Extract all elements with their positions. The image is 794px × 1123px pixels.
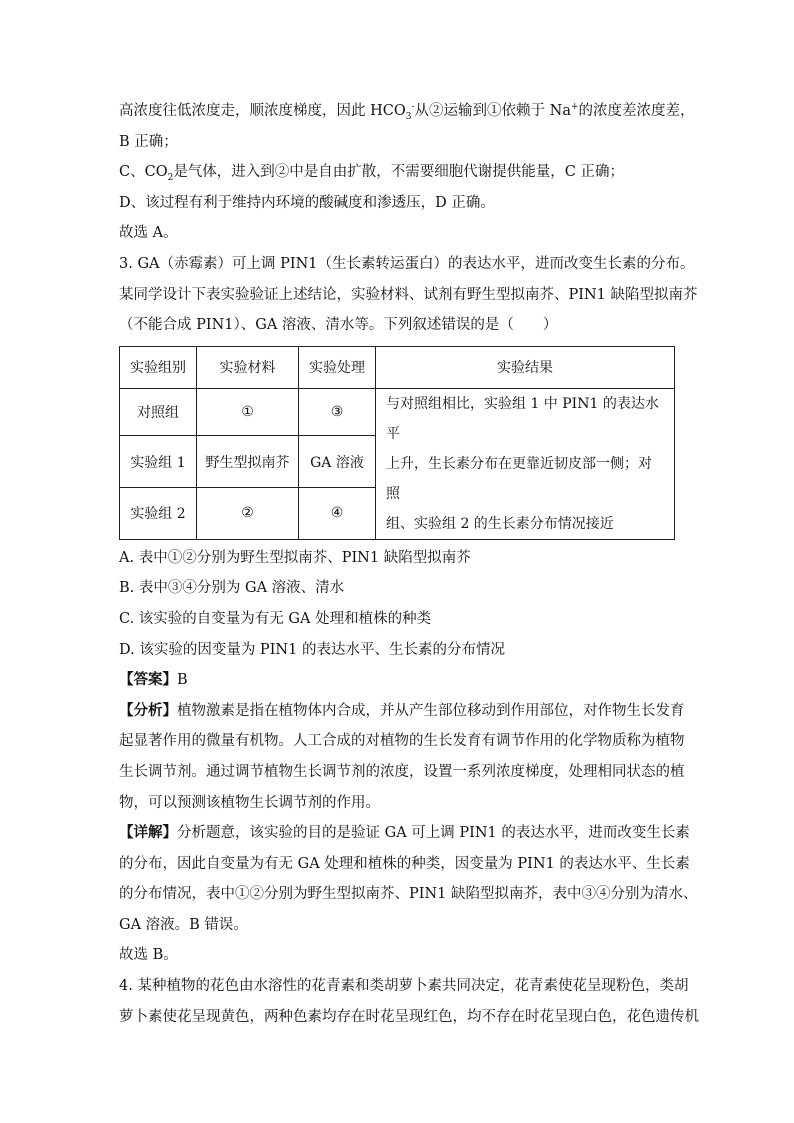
option-a: A. 表中①②分别为野生型拟南芥、PIN1 缺陷型拟南芥	[119, 549, 471, 566]
analysis-line: 【分析】植物激素是指在植物体内合成，并从产生部位移动到作用部位，对作物生长发育	[119, 701, 685, 719]
table-row	[120, 388, 675, 435]
analysis-line: 起显著作用的微量有机物。人工合成的对植物的生长发育有调节作用的化学物质称为植物	[119, 733, 685, 750]
table-header-cell: 实验材料	[197, 346, 299, 388]
detail-line: 的分布情况，表中①②分别为野生型拟南芥、PIN1 缺陷型拟南芥，表中③④分别为清水、	[119, 886, 698, 903]
answer-label: 【答案】	[119, 671, 177, 689]
detail-label: 【详解】	[119, 824, 177, 842]
table-cell: ①	[197, 388, 299, 435]
detail-line: 【详解】分析题意，该实验的目的是验证 GA 可上调 PIN1 的表达水平，进而改变生长素	[119, 824, 690, 842]
analysis-line: 生长调节剂。通过调节植物生长调节剂的浓度，设置一系列浓度梯度，处理相同状态的植	[119, 763, 685, 780]
table-cell: ②	[197, 487, 299, 539]
question-4-stem: 4. 某种植物的花色由水溶性的花青素和类胡萝卜素共同决定，花青素使花呈现粉色，类胡	[119, 978, 689, 995]
experiment-table	[119, 346, 675, 540]
conclusion-line: 故选 B。	[119, 947, 178, 964]
table-cell: GA 溶液	[299, 436, 376, 488]
option-b: B. 表中③④分别为 GA 溶液、清水	[119, 580, 345, 597]
table-header-cell: 实验结果	[376, 346, 675, 388]
analysis-line: 物，可以预测该植物生长调节剂的作用。	[119, 794, 380, 811]
table-cell: 野生型拟南芥	[197, 436, 299, 488]
result-line: 组、实验组 2 的生长素分布情况接近	[386, 515, 614, 532]
analysis-label: 【分析】	[119, 701, 177, 719]
result-cell	[376, 388, 675, 539]
text-line: D、该过程有利于维持内环境的酸碱度和渗透压，D 正确。	[119, 194, 495, 211]
text-line: 故选 A。	[119, 225, 178, 242]
document-page	[119, 96, 699, 1032]
detail-line: GA 溶液。B 错误。	[119, 916, 248, 933]
table-cell: 对照组	[120, 388, 197, 435]
table-header-cell: 实验组别	[120, 346, 197, 388]
question-4-stem: 萝卜素使花呈现黄色，两种色素均存在时花呈现红色，均不存在时花呈现白色，花色遗传机	[119, 1008, 699, 1025]
answer-line	[119, 665, 679, 696]
table-cell: 实验组 2	[120, 487, 197, 539]
table-cell: ③	[299, 388, 376, 435]
table-cell: 实验组 1	[120, 436, 197, 488]
question-3-stem: 3. GA（赤霉素）可上调 PIN1（生长素转运蛋白）的表达水平，进而改变生长素的分布。	[119, 255, 695, 272]
question-3-stem: （不能合成 PIN1）、GA 溶液、清水等。下列叙述错误的是（ ）	[119, 317, 558, 334]
option-d: D. 该实验的因变量为 PIN1 的表达水平、生长素的分布情况	[119, 641, 505, 658]
table-header-cell: 实验处理	[299, 346, 376, 388]
text-line: C、$CO_2$是气体，进入到②中是自由扩散，不需要细胞代谢提供能量，C 正确；	[119, 164, 625, 184]
question-3-stem: 某同学设计下表实验验证上述结论，实验材料、试剂有野生型拟南芥、PIN1 缺陷型拟南芥	[119, 286, 698, 303]
table-cell: ④	[299, 487, 376, 539]
result-line: 上升，生长素分布在更靠近韧皮部一侧；对照	[386, 455, 652, 502]
option-c: C. 该实验的自变量为有无 GA 处理和植株的种类	[119, 610, 432, 627]
answer-value: B	[177, 672, 188, 689]
detail-line: 的分布，因此自变量为有无 GA 处理和植株的种类，因变量为 PIN1 的表达水平、生长素	[119, 855, 690, 872]
text-line: B 正确；	[119, 133, 178, 150]
result-line: 与对照组相比，实验组 1 中 PIN1 的表达水平	[386, 395, 659, 442]
text-line: 高浓度往低浓度走，顺浓度梯度，因此 $HCO_3^-$从②运输到①依赖于 Na+的浓度差浓度差，	[119, 102, 695, 122]
table-header-row	[120, 346, 675, 388]
